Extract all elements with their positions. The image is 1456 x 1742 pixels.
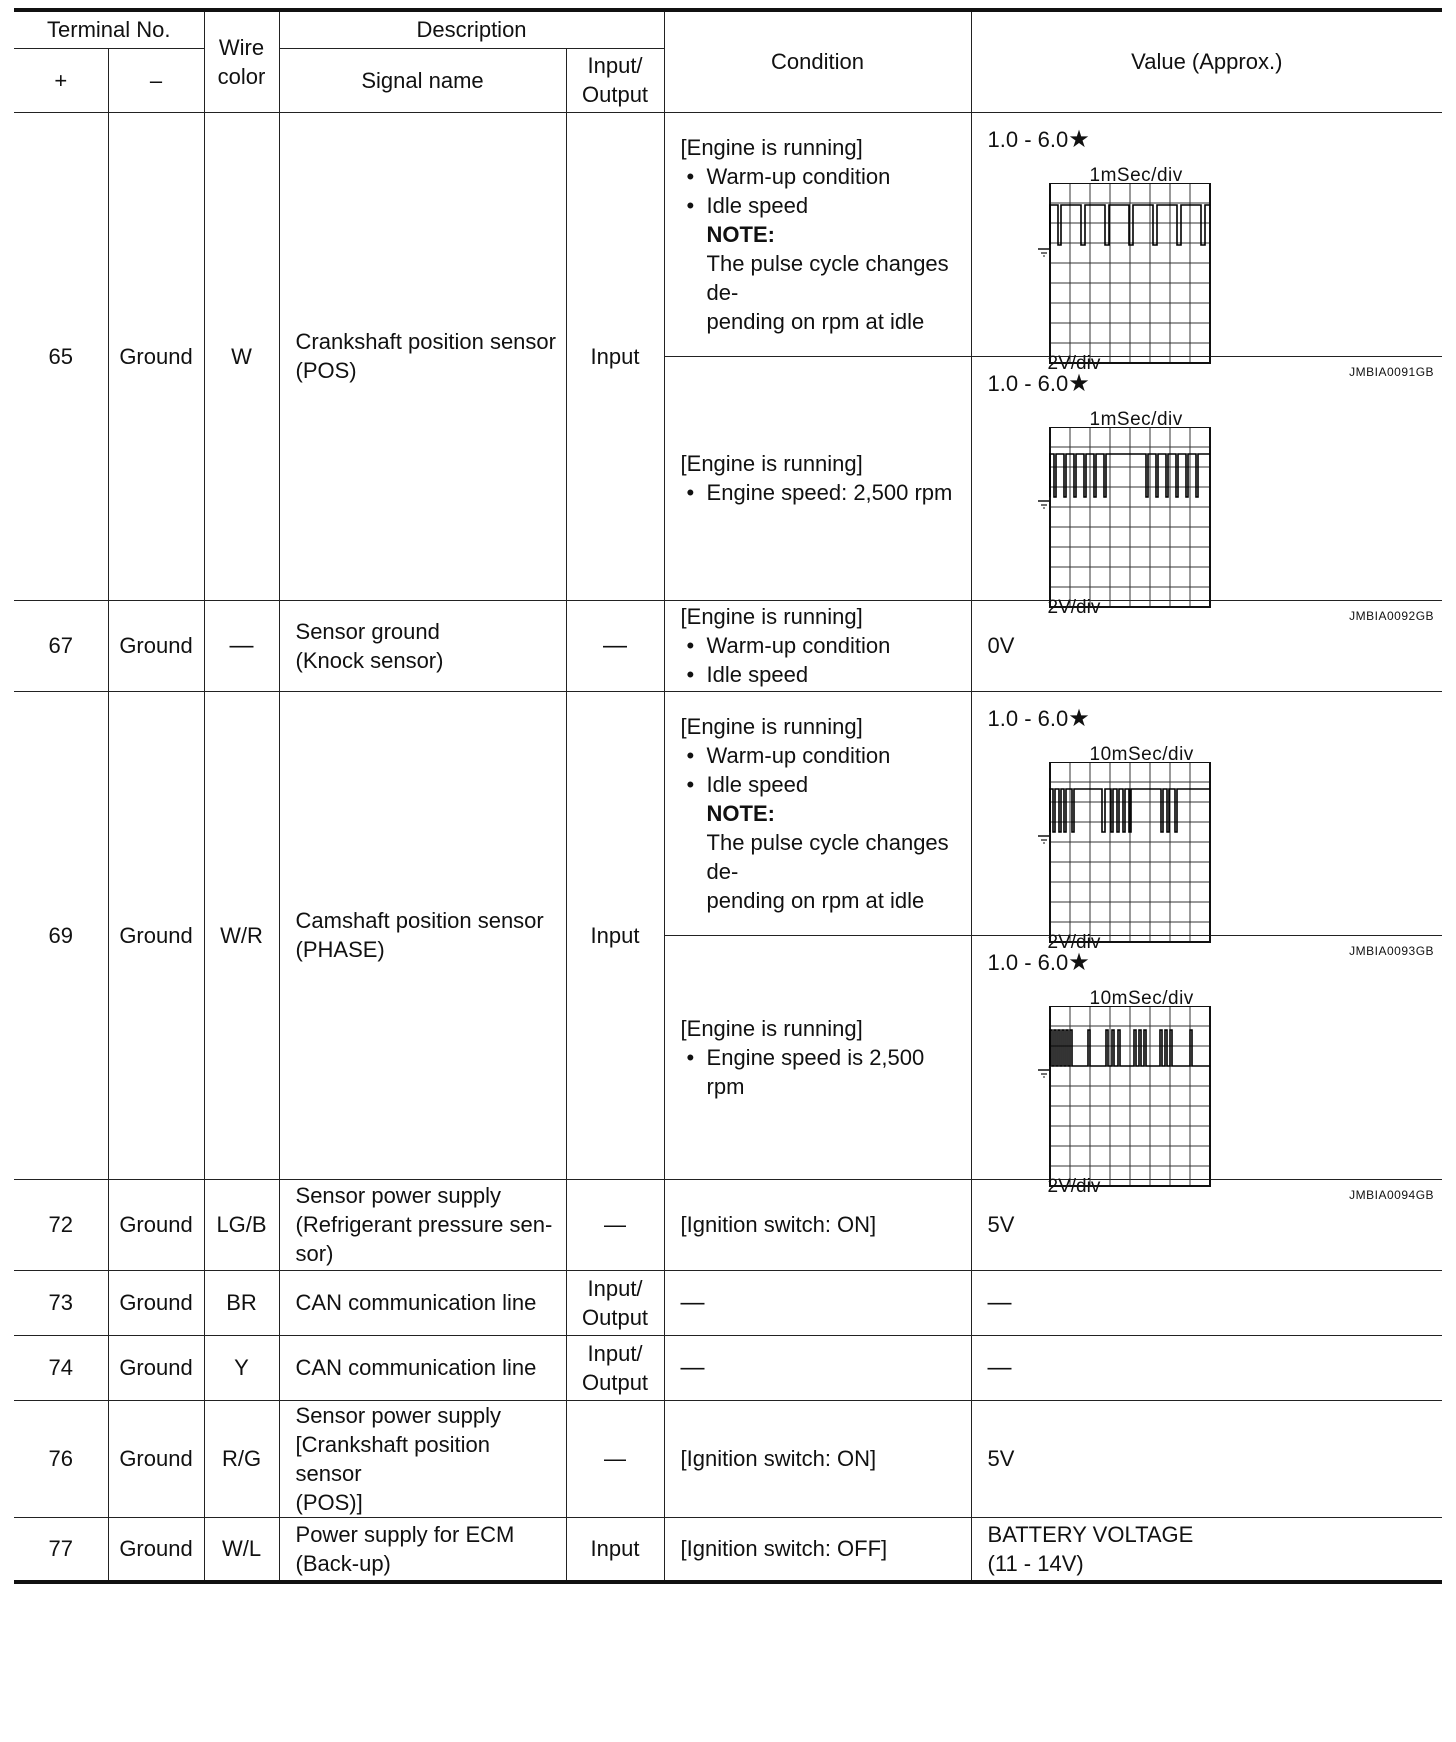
- condition-cell: [Ignition switch: ON]: [664, 1400, 971, 1517]
- ground-cell: Ground: [108, 1517, 204, 1582]
- wire-color-cell: R/G: [204, 1400, 279, 1517]
- terminal-cell: 74: [14, 1335, 108, 1400]
- terminal-no-header: Terminal No.: [14, 10, 204, 48]
- value-cell: 5V: [971, 1179, 1442, 1270]
- oscilloscope-waveform: [1032, 183, 1212, 367]
- value-cell: —: [971, 1335, 1442, 1400]
- condition-cell: [Ignition switch: ON]: [664, 1179, 971, 1270]
- value-cell: [971, 356, 1442, 623]
- io-cell: Input: [566, 1517, 664, 1582]
- wire-color-cell: Y: [204, 1335, 279, 1400]
- signal-name-cell: CAN communication line: [279, 1270, 566, 1335]
- oscilloscope-waveform: [1032, 762, 1212, 946]
- scope-timebase: 1mSec/div: [1089, 164, 1183, 186]
- terminal-cell: 67: [14, 600, 108, 691]
- io-cell: Input: [566, 112, 664, 600]
- terminal-cell: 77: [14, 1517, 108, 1582]
- minus-header: –: [108, 48, 204, 112]
- value-cell: [971, 935, 1442, 1202]
- value-cell: —: [971, 1270, 1442, 1335]
- star-icon: ★: [1068, 125, 1090, 153]
- wire-color-cell: —: [204, 600, 279, 691]
- value-cell: [971, 112, 1442, 379]
- figure-code: JMBIA0094GB: [1349, 1187, 1435, 1202]
- ground-cell: Ground: [108, 1179, 204, 1270]
- signal-name-cell: Camshaft position sensor (PHASE): [279, 691, 566, 1179]
- io-cell: Input/ Output: [566, 1270, 664, 1335]
- value-cell: 0V: [971, 600, 1442, 691]
- ground-cell: Ground: [108, 1335, 204, 1400]
- star-icon: ★: [1068, 369, 1090, 397]
- star-icon: ★: [1068, 704, 1090, 732]
- condition-cell: [Engine is running] • Engine speed is 2,500 rpm: [664, 935, 971, 1179]
- value-cell: [971, 691, 1442, 958]
- scope-volt-div: 2V/div: [1047, 931, 1101, 953]
- ecm-terminal-table: [14, 8, 1442, 1584]
- ground-cell: Ground: [108, 1400, 204, 1517]
- value-range: 1.0 - 6.0: [987, 705, 1069, 731]
- scope-timebase: 10mSec/div: [1089, 743, 1194, 765]
- terminal-cell: 65: [14, 112, 108, 600]
- scope-timebase: 10mSec/div: [1089, 987, 1194, 1009]
- terminal-cell: 72: [14, 1179, 108, 1270]
- condition-cell: —: [664, 1270, 971, 1335]
- terminal-cell: 69: [14, 691, 108, 1179]
- wire-color-cell: LG/B: [204, 1179, 279, 1270]
- description-header: Description: [279, 10, 664, 48]
- scope-volt-div: 2V/div: [1047, 1175, 1101, 1197]
- value-cell: BATTERY VOLTAGE (11 - 14V): [971, 1517, 1442, 1582]
- io-cell: —: [566, 600, 664, 691]
- value-range: 1.0 - 6.0: [987, 126, 1069, 152]
- signal-name-cell: Power supply for ECM (Back-up): [279, 1517, 566, 1582]
- io-cell: Input: [566, 691, 664, 1179]
- figure-code: JMBIA0091GB: [1349, 364, 1435, 379]
- condition-cell: [Engine is running] • Warm-up condition • Idle speed NOTE: The pulse cycle changes de- pending on rpm at idle: [664, 691, 971, 935]
- terminal-cell: 73: [14, 1270, 108, 1335]
- condition-cell: [Engine is running] • Engine speed: 2,500 rpm: [664, 356, 971, 600]
- ground-cell: Ground: [108, 691, 204, 1179]
- oscilloscope-waveform: [1032, 427, 1212, 611]
- io-cell: —: [566, 1179, 664, 1270]
- signal-name-cell: Sensor ground (Knock sensor): [279, 600, 566, 691]
- io-cell: Input/ Output: [566, 1335, 664, 1400]
- scope-volt-div: 2V/div: [1047, 352, 1101, 374]
- input-output-header: Input/ Output: [566, 48, 664, 112]
- value-range: 1.0 - 6.0: [987, 949, 1069, 975]
- condition-cell: —: [664, 1335, 971, 1400]
- io-cell: —: [566, 1400, 664, 1517]
- condition-cell: [Engine is running] • Warm-up condition • Idle speed: [664, 600, 971, 691]
- plus-header: +: [14, 48, 108, 112]
- star-icon: ★: [1068, 948, 1090, 976]
- wire-color-header: Wire color: [204, 10, 279, 112]
- condition-header: Condition: [664, 10, 971, 112]
- signal-name-cell: Crankshaft position sensor (POS): [279, 112, 566, 600]
- signal-name-cell: Sensor power supply [Crankshaft position sensor (POS)]: [279, 1400, 566, 1517]
- ground-cell: Ground: [108, 112, 204, 600]
- value-range: 1.0 - 6.0: [987, 370, 1069, 396]
- oscilloscope-waveform: [1032, 1006, 1212, 1190]
- ground-cell: Ground: [108, 600, 204, 691]
- terminal-cell: 76: [14, 1400, 108, 1517]
- wire-color-cell: BR: [204, 1270, 279, 1335]
- signal-name-header: Signal name: [279, 48, 566, 112]
- figure-code: JMBIA0092GB: [1349, 608, 1435, 623]
- wire-color-cell: W/R: [204, 691, 279, 1179]
- condition-cell: [Ignition switch: OFF]: [664, 1517, 971, 1582]
- signal-name-cell: CAN communication line: [279, 1335, 566, 1400]
- scope-volt-div: 2V/div: [1047, 596, 1101, 618]
- value-cell: 5V: [971, 1400, 1442, 1517]
- figure-code: JMBIA0093GB: [1349, 943, 1435, 958]
- ground-cell: Ground: [108, 1270, 204, 1335]
- value-header: Value (Approx.): [971, 10, 1442, 112]
- signal-name-cell: Sensor power supply (Refrigerant pressure sen- sor): [279, 1179, 566, 1270]
- wire-color-cell: W/L: [204, 1517, 279, 1582]
- condition-cell: [Engine is running] • Warm-up condition • Idle speed NOTE: The pulse cycle changes de- pending on rpm at idle: [664, 112, 971, 356]
- wire-color-cell: W: [204, 112, 279, 600]
- scope-timebase: 1mSec/div: [1089, 408, 1183, 430]
